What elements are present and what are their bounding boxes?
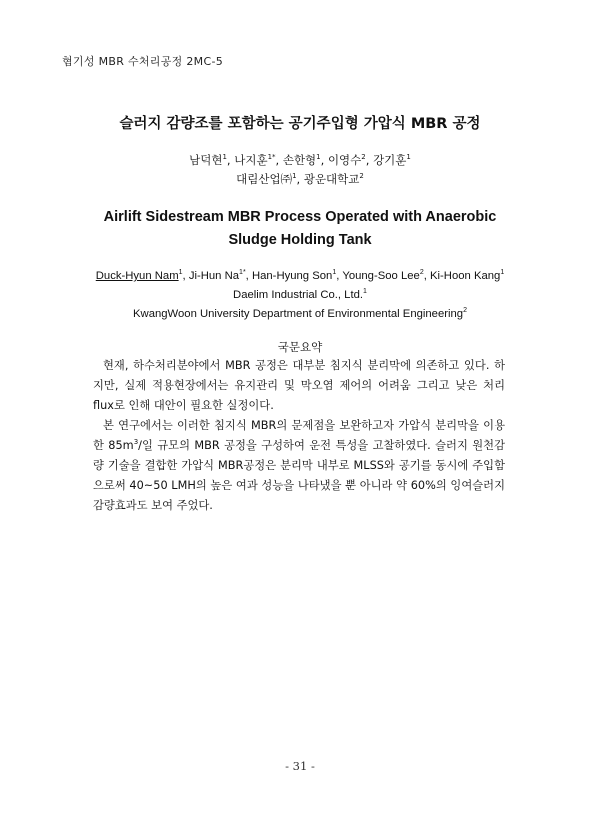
page-number: - 31 -: [285, 759, 315, 773]
abstract-heading: 국문요약: [277, 340, 323, 354]
running-head: 혐기성 MBR 수처리공정 2MC-5: [62, 55, 224, 68]
korean-title: 슬러지 감량조를 포함하는 공기주입형 가압식 MBR 공정: [119, 116, 481, 132]
abstract-paragraph-2: 본 연구에서는 이러한 침지식 MBR의 문제점을 보완하고자 가압식 분리막을 이용한 $85m^3/$일 규모의 MBR 공정을 구성하여 운전 특성을 고찰하였다. 슬러지 원천감량 기술을 결합한 가압식 MBR공정은 분리막 내부로 MLSS와 공기를 동시에 주입함으로써 40~50 LMH의 높은 여과 성능을 나타냈을 뿐 아니라 약 60%의 잉여슬러지 감량효과도 보여 주었다.: [93, 419, 505, 512]
korean-author: 남덕현$^1$: [189, 153, 227, 167]
english-title: Airlift Sidestream MBR Process Operated with Anaerobic Sludge Holding Tank: [103, 209, 497, 248]
presenting-author: Duck-Hyun Nam: [95, 270, 179, 282]
korean-affiliations: 대림산업㈜$^1$, 광운대학교$^2$: [236, 172, 364, 186]
english-author-block: [0, 267, 600, 324]
korean-author: 나지훈$^{1*}$: [234, 153, 276, 167]
korean-author: 강기훈$^1$: [373, 153, 411, 167]
abstract-paragraph-1: 현재, 하수처리분야에서 MBR 공정은 대부분 침지식 분리막에 의존하고 있다. 하지만, 실제 적용현장에서는 유지관리 및 막오염 제어의 어려움 그리고 낮은 처리 flux로 인해 대안이 필요한 실정이다.: [93, 359, 505, 412]
abstract-body: [93, 356, 505, 516]
english-author-list: Duck-Hyun Nam$^1$, Ji-Hun $Na^{1*}$, Han-Hyung Son$^1$, Young-Soo Lee$^2$, Ki-Hoon Kang$^1$: [95, 269, 505, 282]
korean-author: 이영수$^2$: [327, 153, 366, 167]
korean-author-block: 남덕현$^1$, 나지훈$^{1*}$, 손한형$^1$, 이영수$^2$, 강기훈$^1$ 대림산업㈜$^1$, 광운대학교$^2$: [0, 151, 600, 189]
english-affiliation-1: Daelim Industrial Co., Ltd.$^1$: [233, 288, 367, 301]
english-affiliation-2: KwangWoon University Department of Environmental Engineering$^2$: [133, 307, 467, 320]
korean-author: 손한형$^1$: [282, 153, 321, 167]
